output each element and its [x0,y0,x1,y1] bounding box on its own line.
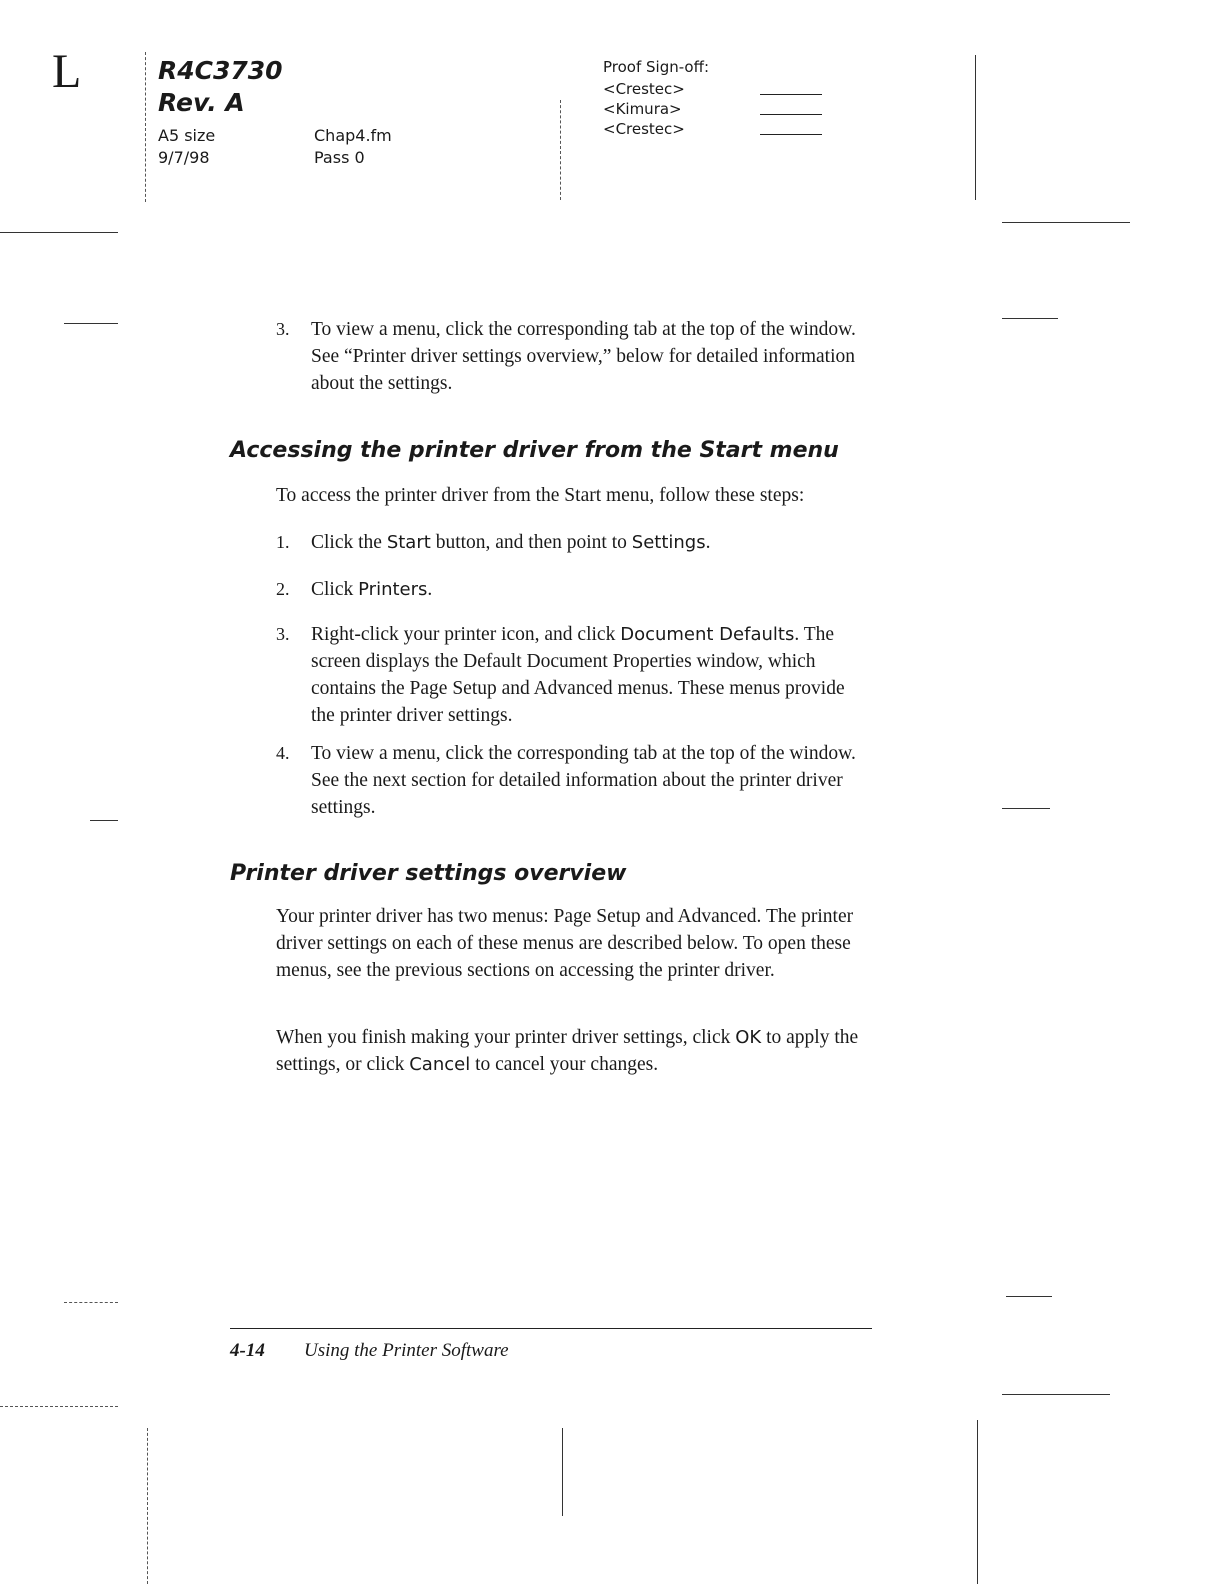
list-item [0,316,1224,398]
signature-line [760,134,822,135]
proof-name: <Crestec> [603,120,685,138]
trim-mark [0,1406,118,1407]
ui-term: Document Defaults [620,624,795,645]
trim-mark [1002,1394,1110,1395]
list-number: 3. [276,624,290,644]
ui-term: Start [386,532,431,553]
paragraph: When you finish making your printer driver settings, click OK to apply the settings, or click Cancel to cancel your changes. [276,1027,859,1075]
page-side-letter: L [52,45,82,98]
section-intro: To access the printer driver from the Start menu, follow these steps: [276,485,805,506]
list-text: To view a menu, click the corresponding tab at the top of the window. See the next section for detailed information about the printer driver settings. [311,743,856,818]
list-text: Right-click your printer icon, and click Document Defaults. The screen displays the Default Document Properties window, which contains the Page Setup and Advanced menus. These menus provide the printer driver settings. [311,624,845,726]
revision-label: Rev. A [158,88,245,117]
ui-term: OK [735,1027,762,1048]
ui-term: Printers [358,579,428,600]
list-number: 1. [276,532,290,552]
list-item [0,529,1224,557]
crop-mark [145,52,146,202]
ui-term: Cancel [409,1054,471,1075]
section-heading: Accessing the printer driver from the Start menu [230,438,839,463]
crop-mark [560,100,561,200]
paper-size: A5 size [158,126,216,145]
list-item [0,740,1224,822]
list-text: Click Printers. [311,579,433,600]
signature-line [760,94,822,95]
list-item [0,621,1224,731]
list-text: To view a menu, click the corresponding tab at the top of the window. See “Printer driver settings overview,” below for detailed information about the settings. [311,319,856,394]
trim-mark [1006,1296,1052,1297]
file-name: Chap4.fm [314,126,392,145]
trim-mark [64,1302,118,1303]
crop-mark [562,1428,563,1516]
page-number: 4-14 [230,1340,265,1361]
crop-mark [147,1428,148,1584]
proof-name: <Kimura> [603,100,682,118]
model-number: R4C3730 [158,56,283,85]
chapter-title: Using the Printer Software [304,1340,509,1361]
list-number: 3. [276,319,290,339]
list-item [0,576,1224,604]
ui-term: Settings [631,532,706,553]
trim-mark [1002,222,1130,223]
section-heading: Printer driver settings overview [230,861,627,886]
trim-mark [0,232,118,233]
document-date: 9/7/98 [158,148,210,167]
crop-mark [975,55,976,200]
paragraph: Your printer driver has two menus: Page Setup and Advanced. The printer driver settings on each of these menus are described below. To open these menus, see the previous sections on accessing the printer driver. [276,906,854,981]
signature-line [760,114,822,115]
footer-rule [230,1328,872,1329]
list-number: 4. [276,743,290,763]
crop-mark [977,1420,978,1584]
pass-number: Pass 0 [314,148,365,167]
proof-name: <Crestec> [603,80,685,98]
list-number: 2. [276,579,290,599]
list-text: Click the Start button, and then point to Settings. [311,532,711,553]
proof-signoff-title: Proof Sign-off: [603,58,709,76]
